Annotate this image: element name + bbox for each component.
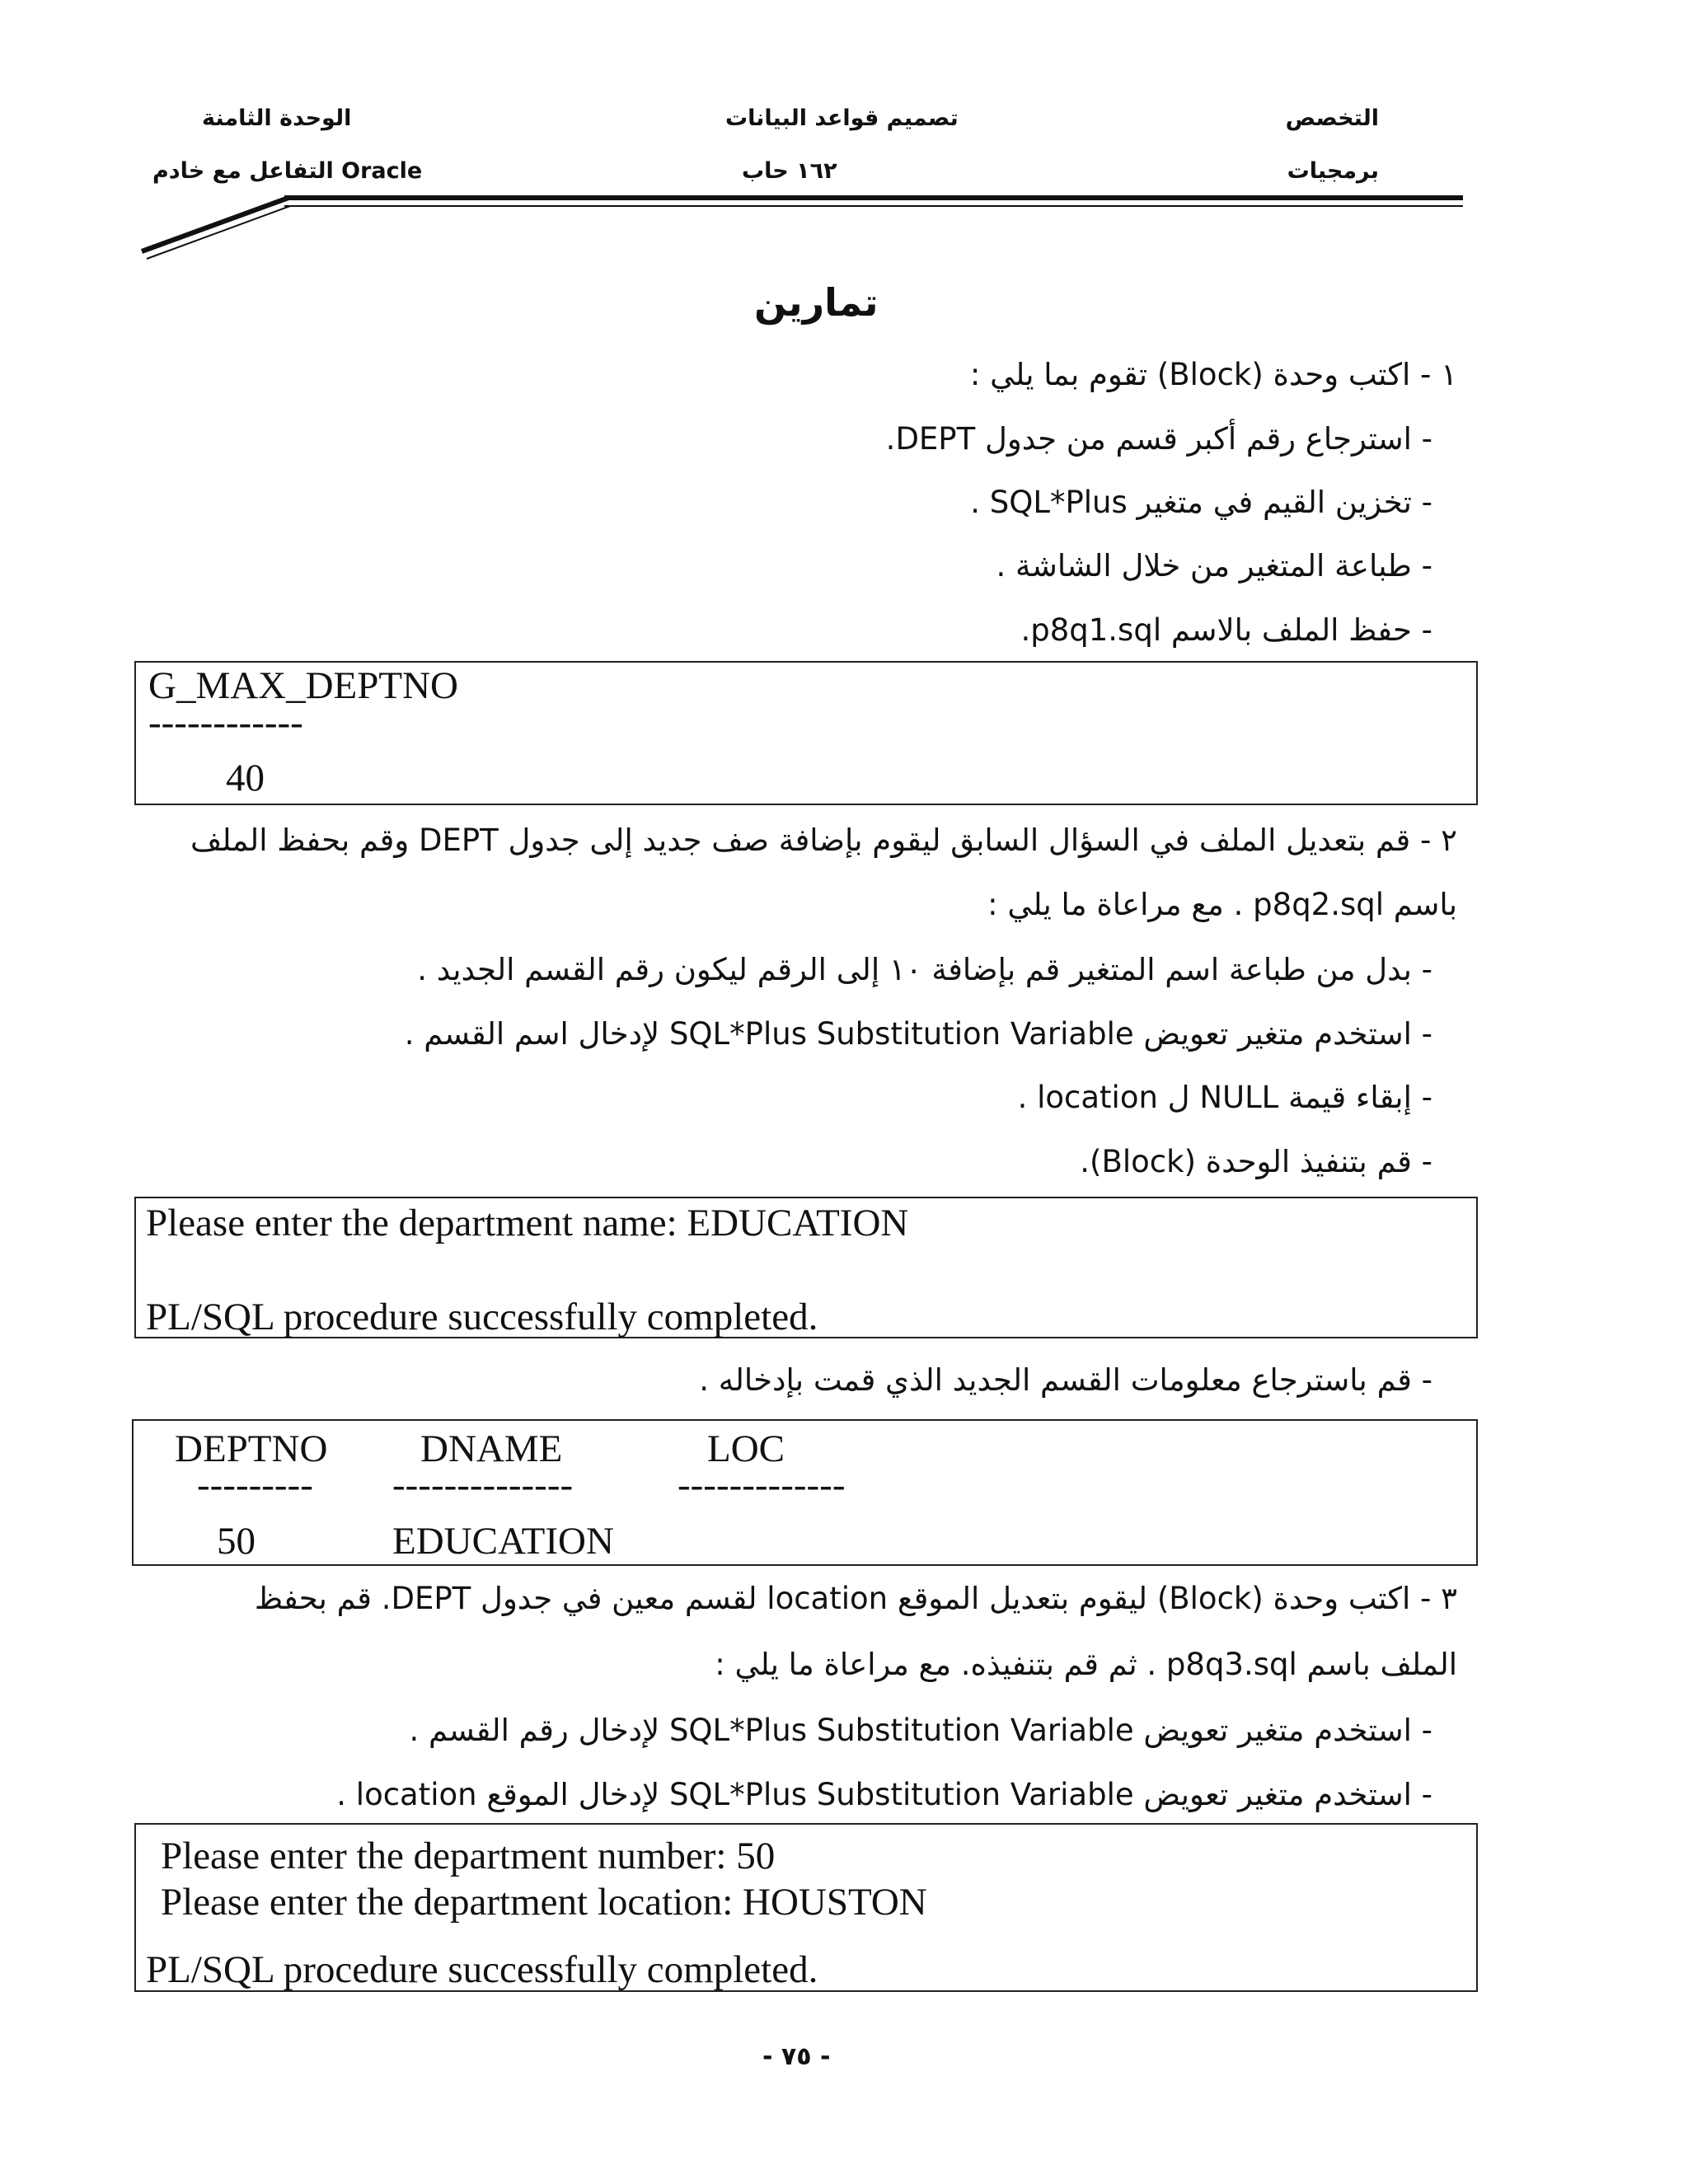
header-course-code: ١٦٢ حاب bbox=[742, 158, 837, 184]
col-header-deptno: DEPTNO bbox=[175, 1427, 328, 1470]
header-specialization-label: التخصص bbox=[1285, 105, 1379, 131]
col-header-dname: DNAME bbox=[420, 1427, 563, 1470]
box2-prompt: Please enter the department name: EDUCATION bbox=[146, 1202, 909, 1244]
q2-line-5: - إبقاء قيمة NULL ل location . bbox=[1017, 1080, 1432, 1115]
box1-column-header: G_MAX_DEPTNO bbox=[148, 664, 458, 707]
q2-line-6: - قم بتنفيذ الوحدة (Block). bbox=[1080, 1144, 1432, 1179]
q3-line-2: الملف باسم p8q3.sql . ثم قم بتنفيذه. مع مراعاة ما يلي : bbox=[715, 1647, 1457, 1682]
output-box-3 bbox=[132, 1419, 1478, 1566]
col-dashes-loc: ------------- bbox=[678, 1464, 846, 1507]
output-box-2 bbox=[134, 1197, 1478, 1338]
q1-line-4: - طباعة المتغير من خلال الشاشة . bbox=[996, 548, 1432, 583]
header-unit-number: الوحدة الثامنة bbox=[202, 105, 352, 131]
q1-line-3: - تخزين القيم في متغير SQL*Plus . bbox=[970, 485, 1432, 520]
q3-line-3: - استخدم متغير تعويض SQL*Plus Substitution Variable لإدخال رقم القسم . bbox=[409, 1713, 1432, 1748]
q2-line-4: - استخدم متغير تعويض SQL*Plus Substitution Variable لإدخال اسم القسم . bbox=[404, 1016, 1432, 1052]
box1-value: 40 bbox=[148, 757, 265, 799]
q1-line-5: - حفظ الملف بالاسم p8q1.sql. bbox=[1020, 612, 1432, 648]
output-box-4 bbox=[134, 1823, 1478, 1992]
header-divider bbox=[0, 0, 1688, 272]
box4-prompt-number: Please enter the department number: 50 bbox=[161, 1835, 776, 1877]
col-dashes-dname: -------------- bbox=[392, 1464, 574, 1507]
q1-line-2: - استرجاع رقم أكبر قسم من جدول DEPT. bbox=[885, 421, 1432, 457]
row-deptno: 50 bbox=[217, 1520, 256, 1563]
col-dashes-deptno: --------- bbox=[197, 1464, 313, 1507]
box4-result: PL/SQL procedure successfully completed. bbox=[146, 1948, 818, 1991]
page-number: - ٧٥ - bbox=[762, 2042, 831, 2071]
q2b-line-1: - قم باسترجاع معلومات القسم الجديد الذي قمت بإدخاله . bbox=[699, 1362, 1432, 1398]
box4-prompt-location: Please enter the department location: HOUSTON bbox=[161, 1881, 927, 1924]
q3-line-1: ٣ - اكتب وحدة (Block) ليقوم بتعديل الموقع location لقسم معين في جدول DEPT. قم بحفظ bbox=[254, 1581, 1457, 1616]
page-title: تمارين bbox=[754, 280, 879, 325]
q2-line-2: باسم p8q2.sql . مع مراعاة ما يلي : bbox=[987, 887, 1457, 922]
q2-line-1: ٢ - قم بتعديل الملف في السؤال السابق ليقوم بإضافة صف جديد إلى جدول DEPT وقم بحفظ الملف bbox=[190, 823, 1457, 858]
output-box-1 bbox=[134, 661, 1478, 805]
header-unit-title: التفاعل مع خادم Oracle bbox=[152, 158, 423, 184]
box1-divider: ------------ bbox=[148, 701, 303, 744]
row-dname: EDUCATION bbox=[392, 1520, 614, 1563]
header-course-title: تصميم قواعد البيانات bbox=[725, 105, 959, 131]
q2-line-3: - بدل من طباعة اسم المتغير قم بإضافة ١٠ إلى الرقم ليكون رقم القسم الجديد . bbox=[417, 952, 1432, 987]
box2-result: PL/SQL procedure successfully completed. bbox=[146, 1296, 818, 1338]
col-header-loc: LOC bbox=[707, 1427, 785, 1470]
header-specialization-value: برمجيات bbox=[1287, 158, 1379, 184]
q3-line-4: - استخدم متغير تعويض SQL*Plus Substitution Variable لإدخال الموقع location . bbox=[336, 1777, 1432, 1812]
q1-line-1: ١ - اكتب وحدة (Block) تقوم بما يلي : bbox=[969, 357, 1457, 392]
